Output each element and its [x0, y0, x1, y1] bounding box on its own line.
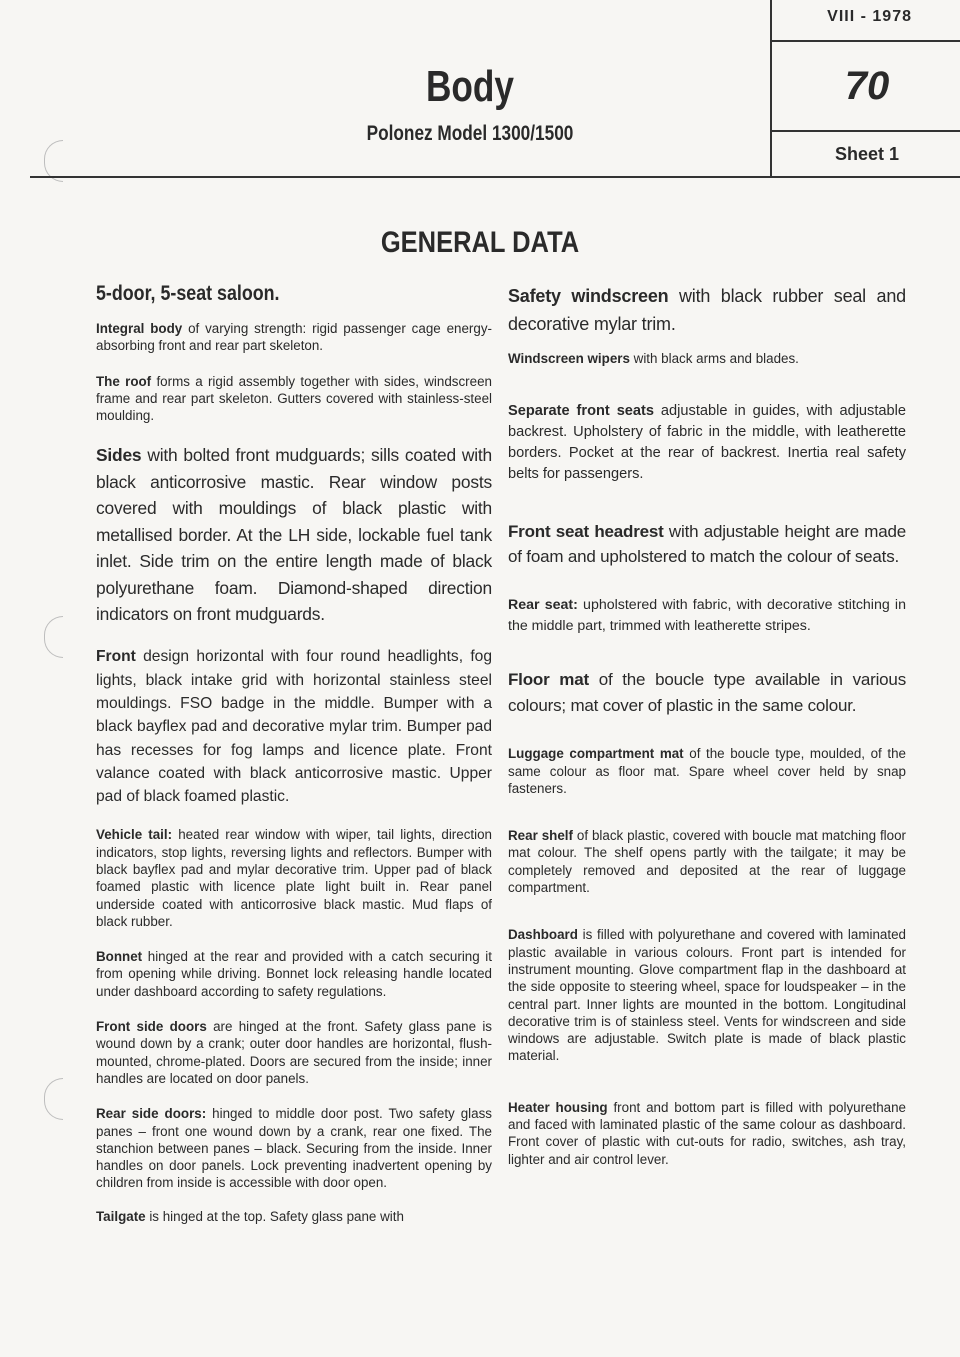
punch-hole-mark	[44, 616, 63, 658]
paragraph: Rear side doors: hinged to middle door post. Two safety glass panes – front one wound down by a crank, rear one fixed. The stanchion between panes – black. Securing from the inside. Inner handles on door panels. Lock preventing inadvertent opening by children from inside is accessible with door open.	[96, 1106, 492, 1191]
paragraph: Front side doors are hinged at the front. Safety glass pane is wound down by a crank; outer door handles are horizontal, flush-mounted, chrome-plated. Doors are secured from the inside; inner handles are located on door panels.	[96, 1019, 492, 1086]
sheet-label: Sheet 1	[834, 144, 900, 164]
right-column	[508, 282, 906, 1186]
punch-hole-mark	[44, 1078, 63, 1120]
header-box	[770, 0, 960, 176]
paragraph: Luggage compartment mat of the boucle type, moulded, of the same colour as floor mat. Spare wheel cover held by snap fasteners.	[508, 746, 906, 796]
paragraph: Rear shelf of black plastic, covered with boucle mat matching floor mat colour. The shelf opens partly with the tailgate; it may be completely removed and deposited at the rear of luggage compartment.	[508, 828, 907, 896]
volume-label: VIII - 1978	[827, 8, 912, 25]
paragraph: Bonnet hinged at the rear and provided with a catch securing it from opening while driving. Bonnet lock releasing handle located under dashboard according to safety regulations.	[96, 949, 492, 999]
paragraph: Rear seat: upholstered with fabric, with decorative stitching in the middle part, trimmed with leatherette stripes.	[508, 597, 906, 635]
paragraph: Separate front seats adjustable in guides, with adjustable backrest. Upholstery of fabric in the middle, with leatherette borders. Pocket at the rear of backrest. Inertia real safety belts for passengers.	[508, 403, 906, 483]
paragraph: Vehicle tail: heated rear window with wiper, tail lights, direction indicators, stop lights, reversing lights and reflectors. Bumper with black bayflex pad and mylar decorative trim. Upper pad of black foamed plastic with licence plate light built in. Rear panel underside coated with anticorrosive black mastic. Mud flaps of black rubber.	[96, 827, 492, 929]
page-subtitle: Polonez Model 1300/1500	[366, 122, 574, 145]
paragraph: Front design horizontal with four round headlights, fog lights, black intake grid with horizontal stainless steel mouldings. FSO badge in the middle. Bumper with a black bayflex pad and decorative mylar trim. Bumper pad has recesses for fog lamps and licence plate. Front valance coated with black anticorrosive mastic. Upper pad of black foamed plastic.	[96, 648, 492, 806]
section-title: GENERAL DATA	[380, 226, 580, 259]
paragraph: Dashboard is filled with polyurethane and covered with laminated plastic available in various colours. Front part is intended for instrument mounting. Glove compartment flap in the dashboard at the side opposite to steering wheel, space for loudspeaker – in the central part. Inner lights are mounted in the bottom. Longitudinal decorative trim is of stainless steel. Vents for windscreen and side windows are adjustable. Switch plate is made of black plastic material.	[508, 927, 906, 1064]
paragraph: Windscreen wipers with black arms and blades.	[508, 351, 799, 366]
paragraph: The roof forms a rigid assembly together with sides, windscreen frame and rear part skeleton. Gutters covered with stainless-steel moulding.	[96, 373, 492, 424]
paragraph: Sides with bolted front mudguards; sills coated with black anticorrosive mastic. Rear window posts covered with mouldings of black plastic with metallised border. At the LH side, lockable fuel tank inlet. Side trim on the entire length made of black polyurethane foam. Diamond-shaped direction indicators on front mudguards.	[96, 445, 492, 624]
paragraph: Floor mat of the boucle type available in various colours; mat cover of plastic in the same colour.	[508, 670, 906, 716]
left-column	[96, 282, 492, 1243]
paragraph: Heater housing front and bottom part is filled with polyurethane and faced with laminated plastic of the same colour as dashboard. Front cover of plastic with cut-outs for radio, switches, ash tray, lighter and air control lever.	[508, 1099, 906, 1167]
group-number: 70	[844, 64, 890, 108]
left-heading: 5-door, 5-seat saloon.	[96, 282, 280, 305]
paragraph: Front seat headrest with adjustable height are made of foam and upholstered to match the colour of seats.	[508, 522, 906, 567]
paragraph: Safety windscreen with black rubber seal and decorative mylar trim.	[508, 286, 906, 334]
page-title: Body	[426, 62, 514, 111]
header-rule	[30, 176, 960, 178]
paragraph: Tailgate is hinged at the top. Safety glass pane with	[96, 1208, 404, 1224]
paragraph: Integral body of varying strength: rigid passenger cage energy-absorbing front and rear part skeleton.	[96, 321, 492, 354]
